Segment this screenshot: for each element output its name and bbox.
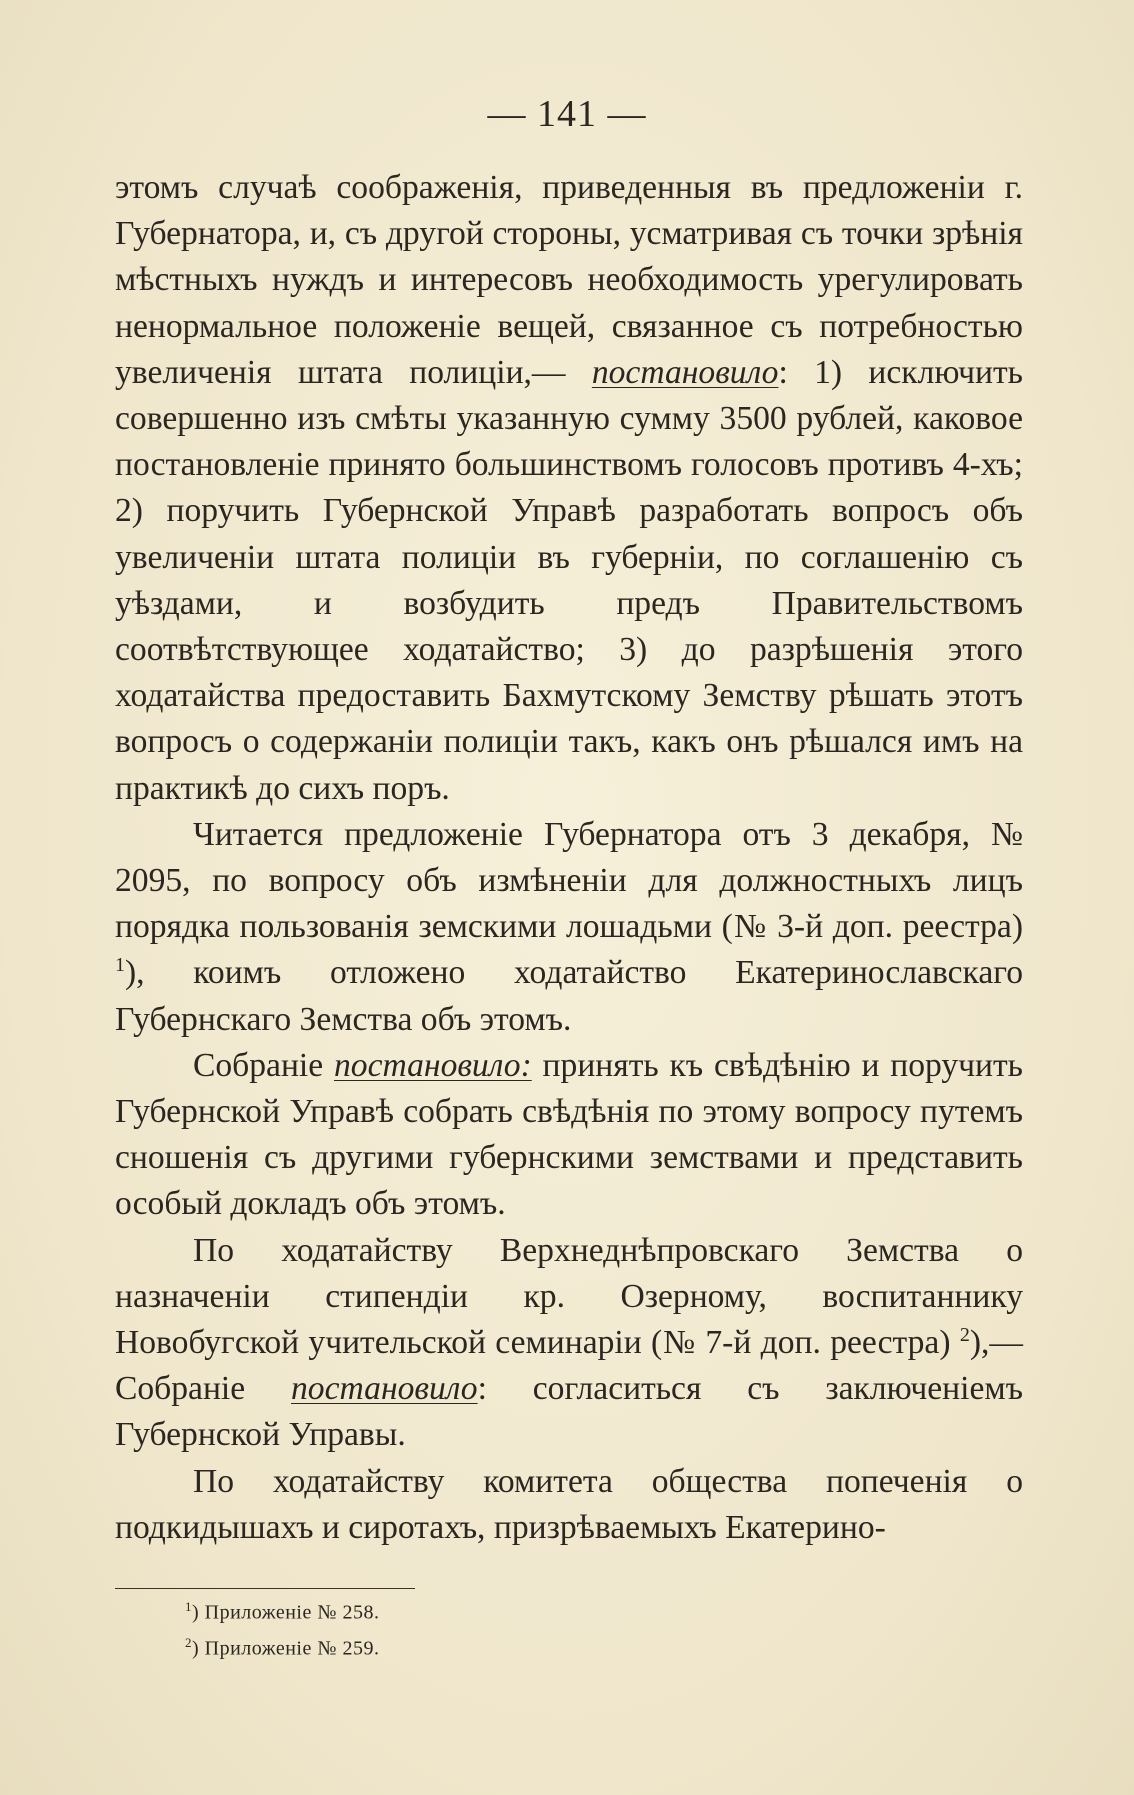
text-run: Читается предложеніе Губернатора отъ 3 декабря, № 2095, по вопросу объ измѣненіи для должностныхъ лицъ порядка пользованія земскими лошадьми (№ 3-й доп. реестра): [115, 815, 1023, 946]
text-run: принять къ свѣдѣнію и поручить Губернской Управѣ собрать свѣдѣнія по этому вопросу путемъ сношенія съ другими губернскими земствами и представить особый докладъ объ этомъ.: [115, 1046, 1023, 1223]
emphasized-text: постановило: [591, 353, 779, 391]
paragraph: [115, 1459, 1023, 1551]
emphasized-text: постановило: [291, 1370, 478, 1408]
text-run: По ходатайству комитета общества попеченія о подкидышахъ и сиротахъ, призрѣваемыхъ Екатерино-: [115, 1462, 1023, 1546]
text-run: ),— Собраніе: [115, 1324, 1023, 1408]
footnote-reference: 1: [115, 954, 125, 977]
text-run: этомъ случаѣ соображенія, приведенныя въ предложеніи г. Губернатора, и, съ другой стороны, усматривая съ точки зрѣнія мѣстныхъ нуждъ и интересовъ необходимость урегулировать ненормальное положеніе вещей, связанное съ потребностью увеличенія штата полиціи,—: [115, 169, 1023, 391]
footnote-text: ) Приложеніе № 259.: [192, 1637, 380, 1660]
text-run: Собраніе: [193, 1046, 334, 1084]
text-run: : согласиться съ заключеніемъ Губернской Управы.: [115, 1370, 1024, 1454]
paragraph: [115, 165, 1023, 812]
footnote-divider: [115, 1588, 415, 1589]
paragraph: [115, 1228, 1023, 1459]
page-number: — 141 —: [487, 93, 647, 135]
footnote: [185, 1592, 885, 1628]
text-run: ), коимъ отложено ходатайство Екатеринославскаго Губернскаго Земства объ этомъ.: [115, 954, 1023, 1038]
footnote: [185, 1628, 885, 1664]
text-run: : 1) исключить совершенно изъ смѣты указанную сумму 3500 рублей, каковое постановленіе принято большинствомъ голосовъ противъ 4-хъ; 2) поручить Губернской Управѣ разработать вопросъ объ увеличеніи штата полиціи въ губерніи, по соглашенію съ уѣздами, и возбудить предъ Правительствомъ соотвѣтствующее ходатайство; 3) до разрѣшенія этого ходатайства предоставить Бахмутскому Земству рѣшать этотъ вопросъ о содержаніи полиціи такъ, какъ онъ рѣшался имъ на практикѣ до сихъ поръ.: [115, 353, 1023, 807]
paragraph: [115, 1043, 1023, 1228]
text-run: По ходатайству Верхнеднѣпровскаго Земства о назначеніи стипендіи кр. Озерному, воспитаннику Новобугской учительской семинаріи (№ 7-й доп. реестра): [115, 1231, 1023, 1362]
footnote-mark: 2: [185, 1634, 192, 1650]
paragraph: [115, 812, 1023, 1043]
footnote-reference: 2: [959, 1323, 970, 1346]
footnotes: [185, 1592, 885, 1663]
body-text: [115, 165, 1023, 1551]
footnote-mark: 1: [185, 1599, 192, 1614]
emphasized-text: постановило:: [333, 1046, 532, 1084]
footnote-text: ) Приложеніе № 258.: [192, 1601, 380, 1624]
